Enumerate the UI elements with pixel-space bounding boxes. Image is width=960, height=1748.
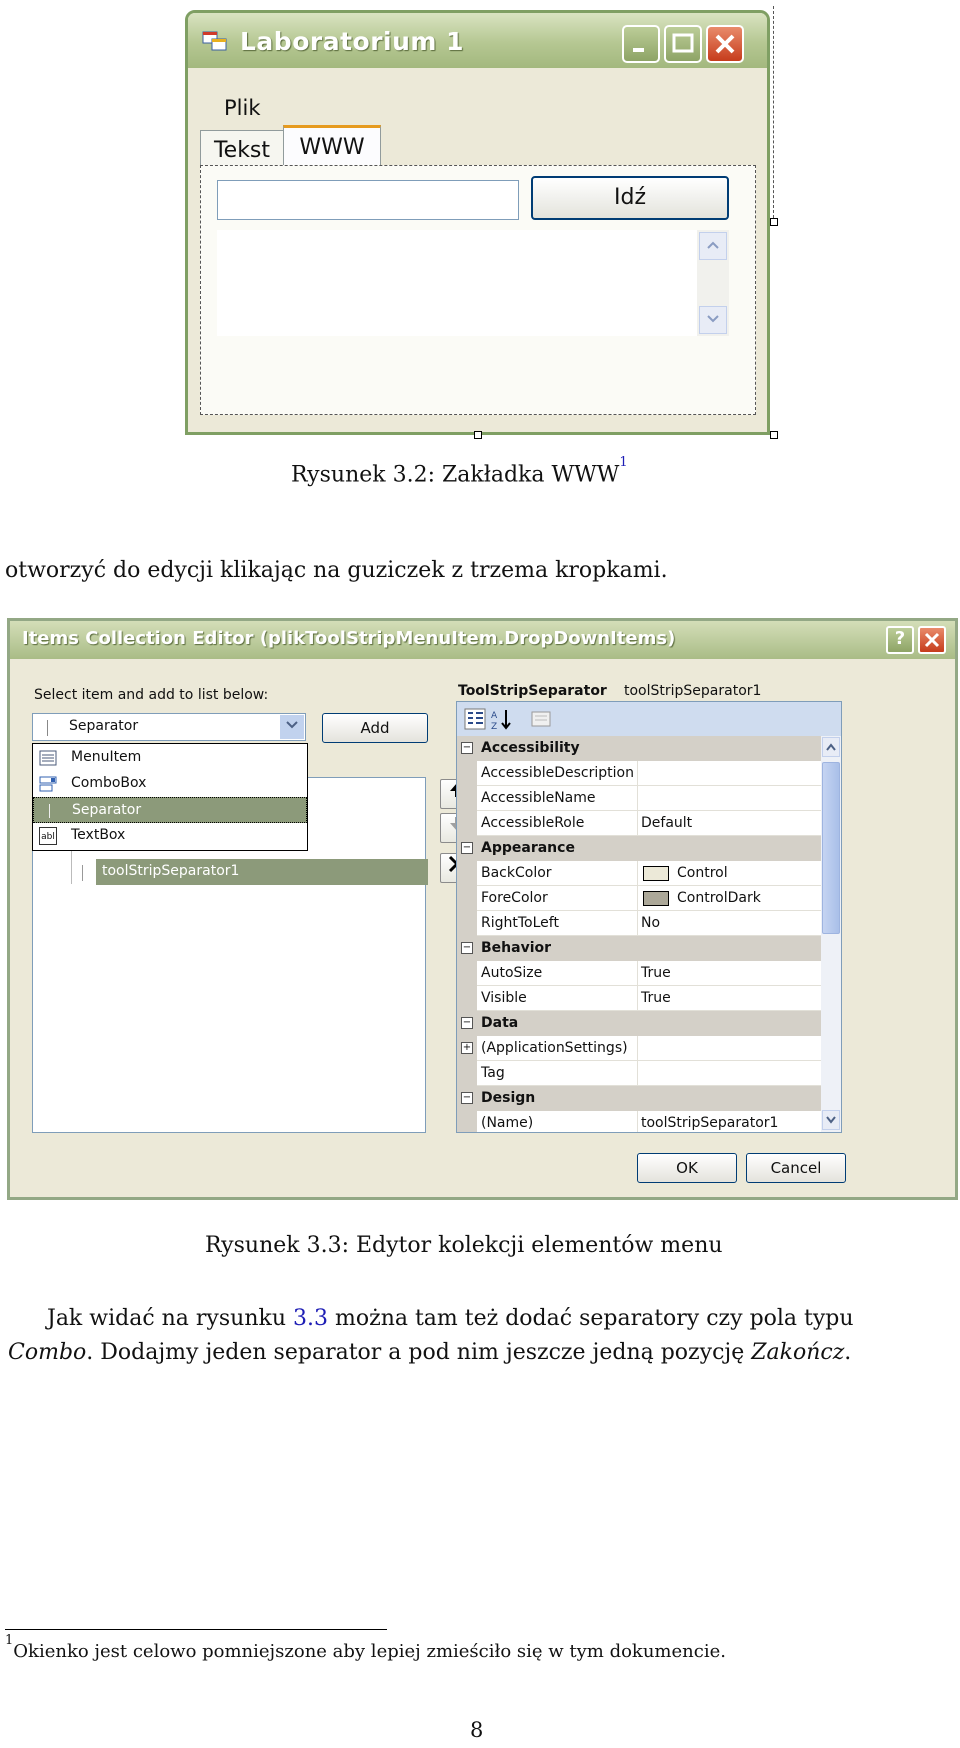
props-name-label: toolStripSeparator1 — [624, 683, 762, 699]
category-label: Behavior — [481, 940, 552, 956]
dialog-title: Items Collection Editor (plikToolStripMenuItem.DropDownItems) — [22, 628, 676, 649]
separator-icon — [40, 802, 58, 820]
prop-value: Default — [641, 815, 693, 831]
close-icon[interactable] — [706, 25, 744, 63]
collapse-icon[interactable]: − — [462, 1017, 472, 1028]
property-grid-toolbar — [457, 702, 841, 736]
figure-caption-3-3: Rysunek 3.3: Edytor kolekcji elementów menu — [205, 1233, 723, 1258]
footnote-marker: 1 — [5, 1633, 14, 1648]
footnote-text: Okienko jest celowo pomniejszone aby lepiej zmieściło się w tym dokumencie. — [13, 1641, 726, 1662]
caption-text: Rysunek 3.2: Zakładka WWW — [291, 462, 620, 488]
collapse-icon[interactable]: − — [462, 942, 472, 953]
category-label: Data — [481, 1015, 519, 1031]
prop-fore-color[interactable] — [457, 886, 821, 911]
dropdown-item-separator[interactable] — [33, 797, 307, 823]
resize-handle-right[interactable] — [770, 218, 778, 226]
text: . Dodajmy jeden separator a pod nim jeszcze jedną pozycję — [86, 1340, 752, 1365]
prop-auto-size[interactable] — [457, 961, 821, 986]
select-item-label: Select item and add to list below: — [34, 687, 269, 703]
item-type-combobox[interactable] — [32, 713, 306, 741]
menu-bar — [188, 68, 767, 118]
dropdown-item-label: Separator — [72, 802, 142, 818]
maximize-icon[interactable] — [664, 25, 702, 63]
textbox-icon: abl — [39, 827, 57, 845]
category-label: Design — [481, 1090, 536, 1106]
resize-handle-corner[interactable] — [770, 431, 778, 439]
help-icon[interactable]: ? — [886, 626, 914, 654]
separator-icon — [47, 720, 48, 736]
emphasis: Zakończ — [751, 1340, 845, 1365]
prop-visible[interactable] — [457, 986, 821, 1011]
svg-text:Z: Z — [491, 722, 498, 731]
prop-back-color[interactable] — [457, 861, 821, 886]
category-data[interactable] — [457, 1011, 821, 1036]
prop-name: AutoSize — [481, 965, 543, 981]
chevron-up-icon[interactable] — [822, 737, 840, 757]
color-swatch — [643, 866, 669, 881]
page-number: 8 — [470, 1718, 484, 1742]
alphabetical-sort-icon[interactable] — [489, 707, 513, 731]
minimize-icon[interactable] — [622, 25, 660, 63]
go-button[interactable]: Idź — [531, 176, 729, 220]
web-browser-area[interactable] — [217, 230, 697, 336]
list-item[interactable] — [96, 859, 428, 885]
scroll-thumb[interactable] — [822, 762, 840, 934]
separator-icon — [82, 865, 83, 881]
dialog-titlebar — [10, 621, 955, 659]
combobox-icon — [39, 775, 57, 793]
prop-name: BackColor — [481, 865, 552, 881]
designer-guide — [773, 6, 774, 218]
category-behavior[interactable] — [457, 936, 821, 961]
url-input[interactable] — [217, 180, 519, 220]
dropdown-item-textbox[interactable] — [33, 823, 307, 849]
prop-value: ControlDark — [677, 890, 761, 906]
property-grid[interactable] — [456, 701, 842, 1133]
text: . — [844, 1340, 852, 1365]
prop-value: No — [641, 915, 661, 931]
tab-www[interactable]: WWW — [283, 125, 381, 169]
menu-plik[interactable]: Plik — [224, 96, 261, 120]
prop-accessible-name[interactable] — [457, 786, 821, 811]
combo-value: Separator — [69, 718, 139, 734]
collapse-icon[interactable]: − — [462, 742, 472, 753]
emphasis: Combo — [8, 1340, 87, 1365]
window-title: Laboratorium 1 — [240, 27, 465, 56]
property-grid-scrollbar[interactable] — [821, 736, 841, 1132]
www-tab-panel — [200, 165, 756, 415]
dropdown-item-combobox[interactable] — [33, 771, 307, 797]
items-collection-editor-dialog — [7, 618, 958, 1200]
prop-value: True — [641, 965, 671, 981]
prop-accessible-role[interactable] — [457, 811, 821, 836]
prop-value: True — [641, 990, 671, 1006]
category-design[interactable] — [457, 1086, 821, 1111]
prop-name: Visible — [481, 990, 527, 1006]
text-between: otworzyć do edycji klikając na guziczek z trzema kropkami. — [5, 558, 668, 583]
prop-name: AccessibleName — [481, 790, 596, 806]
prop-name: RightToLeft — [481, 915, 559, 931]
chevron-down-icon[interactable] — [280, 715, 304, 739]
svg-text:A: A — [491, 711, 498, 721]
prop-right-to-left[interactable] — [457, 911, 821, 936]
footnote-rule — [5, 1629, 387, 1630]
cancel-button[interactable]: Cancel — [746, 1153, 846, 1183]
resize-handle-bottom[interactable] — [474, 431, 482, 439]
dropdown-item-label: TextBox — [71, 827, 126, 843]
chevron-up-icon[interactable] — [699, 232, 727, 260]
laboratorium-window — [185, 10, 770, 435]
figure-caption-3-2 — [291, 455, 628, 488]
app-window-icon — [202, 31, 228, 51]
browser-scrollbar[interactable] — [697, 230, 729, 336]
chevron-down-icon[interactable] — [822, 1110, 840, 1130]
prop-name: AccessibleDescription — [481, 765, 634, 781]
add-button[interactable]: Add — [322, 713, 428, 743]
color-swatch — [643, 891, 669, 906]
category-appearance[interactable] — [457, 836, 821, 861]
prop-name: (ApplicationSettings) — [481, 1040, 628, 1056]
paragraph-line-2 — [8, 1340, 851, 1365]
prop-tag[interactable] — [457, 1061, 821, 1086]
prop-name: AccessibleRole — [481, 815, 585, 831]
prop-application-settings[interactable] — [457, 1036, 821, 1061]
category-accessibility[interactable] — [457, 736, 821, 761]
paragraph-line-1 — [47, 1306, 854, 1331]
item-type-dropdown-list[interactable] — [32, 743, 308, 851]
dropdown-item-menuitem[interactable] — [33, 745, 307, 771]
prop-accessible-description[interactable] — [457, 761, 821, 786]
window-titlebar — [188, 13, 767, 68]
expand-icon[interactable]: + — [462, 1042, 472, 1053]
prop-name: ForeColor — [481, 890, 548, 906]
category-label: Appearance — [481, 840, 575, 856]
categorized-icon[interactable] — [463, 707, 487, 731]
chevron-down-icon[interactable] — [699, 306, 727, 334]
menu-item-icon — [39, 749, 57, 767]
ok-button[interactable]: OK — [637, 1153, 737, 1183]
tab-tekst[interactable]: Tekst — [200, 130, 284, 170]
text: Jak widać na rysunku — [47, 1306, 293, 1331]
dropdown-item-label: MenuItem — [71, 749, 142, 765]
footnote-ref[interactable]: 1 — [619, 455, 628, 470]
props-type-label: ToolStripSeparator — [458, 683, 607, 699]
prop-name-row[interactable] — [457, 1111, 821, 1133]
prop-name: Tag — [481, 1065, 505, 1081]
prop-value: Control — [677, 865, 728, 881]
close-icon[interactable] — [918, 626, 946, 654]
selected-member-label: toolStripSeparator1 — [102, 863, 240, 879]
collapse-icon[interactable]: − — [462, 1092, 472, 1103]
prop-name: (Name) — [481, 1115, 534, 1131]
figure-ref-link[interactable]: 3.3 — [293, 1306, 328, 1331]
dropdown-item-label: ComboBox — [71, 775, 147, 791]
category-label: Accessibility — [481, 740, 580, 756]
collapse-icon[interactable]: − — [462, 842, 472, 853]
property-pages-icon[interactable] — [529, 707, 553, 731]
prop-value: toolStripSeparator1 — [641, 1115, 779, 1131]
text: można tam też dodać separatory czy pola typu — [328, 1306, 854, 1331]
footnote — [5, 1633, 726, 1662]
